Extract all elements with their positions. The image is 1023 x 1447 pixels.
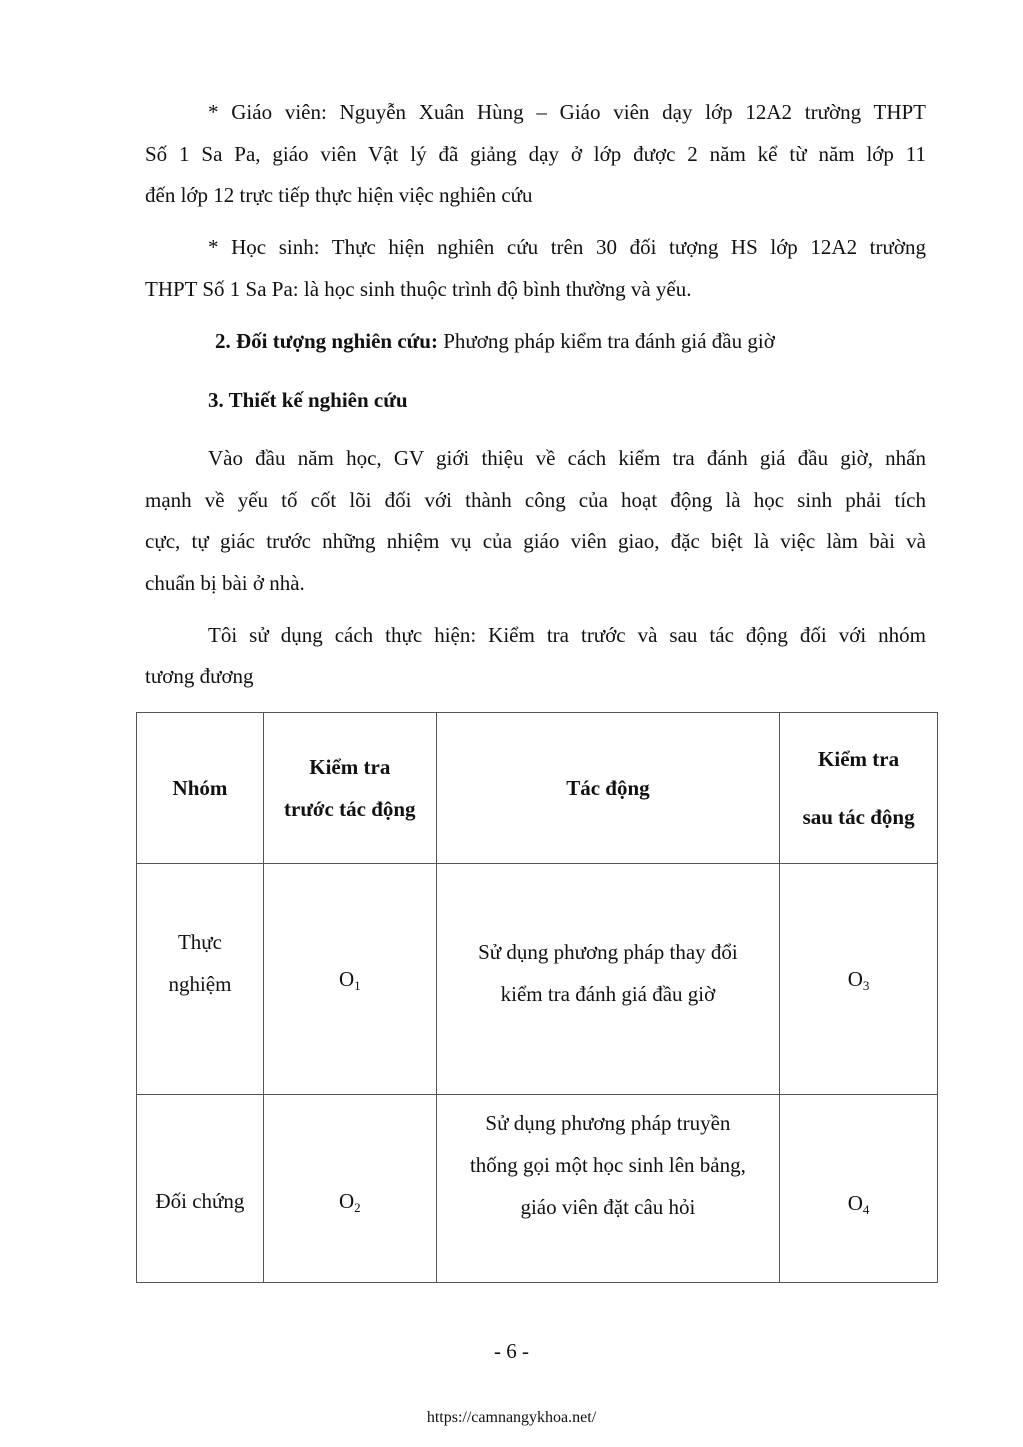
research-design-table [136, 712, 938, 1283]
table-row [137, 1095, 938, 1283]
paragraph-intro-line-3: cực, tự giác trước những nhiệm vụ của giáo viên giao, đặc biệt là việc làm bài và [145, 529, 926, 553]
header-pre-test: Kiểm tra trước tác động [263, 713, 436, 864]
paragraph-teacher-line-3: đến lớp 12 trực tiếp thực hiện việc nghiên cứu [145, 183, 533, 207]
paragraph-teacher-line-1: * Giáo viên: Nguyễn Xuân Hùng – Giáo viên dạy lớp 12A2 trường THPT [208, 100, 926, 124]
section-heading [208, 386, 926, 414]
research-object-label: 2. Đối tượng nghiên cứu: [215, 329, 438, 353]
row-impact-cell: Sử dụng phương pháp truyền thống gọi một học sinh lên bảng, giáo viên đặt câu hỏi [436, 1095, 779, 1283]
row-impact-cell: Sử dụng phương pháp thay đổi kiểm tra đánh giá đầu giờ [436, 864, 779, 1095]
research-object-line [215, 327, 926, 355]
table-row [137, 864, 938, 1095]
paragraph-method-line-1: Tôi sử dụng cách thực hiện: Kiểm tra trước và sau tác động đối với nhóm [208, 623, 926, 647]
paragraph-students-line-2: THPT Số 1 Sa Pa: là học sinh thuộc trình độ bình thường và yếu. [145, 277, 692, 301]
row-post-test-cell: $O_3$ [780, 864, 938, 1095]
design-heading: 3. Thiết kế nghiên cứu [208, 388, 408, 412]
header-post-test: Kiểm tra sau tác động [780, 713, 938, 864]
row-group-cell: Đối chứng [137, 1095, 264, 1283]
header-impact: Tác động [436, 713, 779, 864]
footer-url: https://camnangykhoa.net/ [426, 1409, 597, 1426]
table-header-row [137, 713, 938, 864]
header-group: Nhóm [137, 713, 264, 864]
paragraph-intro-line-1: Vào đầu năm học, GV giới thiệu về cách kiểm tra đánh giá đầu giờ, nhấn [208, 446, 926, 470]
row-group-cell: Thực nghiệm [137, 864, 264, 1095]
paragraph-intro-line-4: chuẩn bị bài ở nhà. [145, 571, 305, 595]
paragraph-students-line-1: * Học sinh: Thực hiện nghiên cứu trên 30 đối tượng HS lớp 12A2 trường [208, 235, 926, 259]
paragraph-teacher-line-2: Số 1 Sa Pa, giáo viên Vật lý đã giảng dạy ở lớp được 2 năm kể từ năm lớp 11 [145, 142, 926, 166]
row-pre-test-cell: $O_1$ [263, 864, 436, 1095]
page-number: - 6 - [494, 1339, 529, 1363]
paragraph-intro-line-2: mạnh về yếu tố cốt lõi đối với thành công của hoạt động là học sinh phải tích [145, 488, 926, 512]
paragraph-method-line-2: tương đương [145, 664, 254, 688]
row-pre-test-cell: $O_2$ [263, 1095, 436, 1283]
research-object-text: Phương pháp kiểm tra đánh giá đầu giờ [437, 329, 775, 353]
row-post-test-cell: $O_4$ [780, 1095, 938, 1283]
